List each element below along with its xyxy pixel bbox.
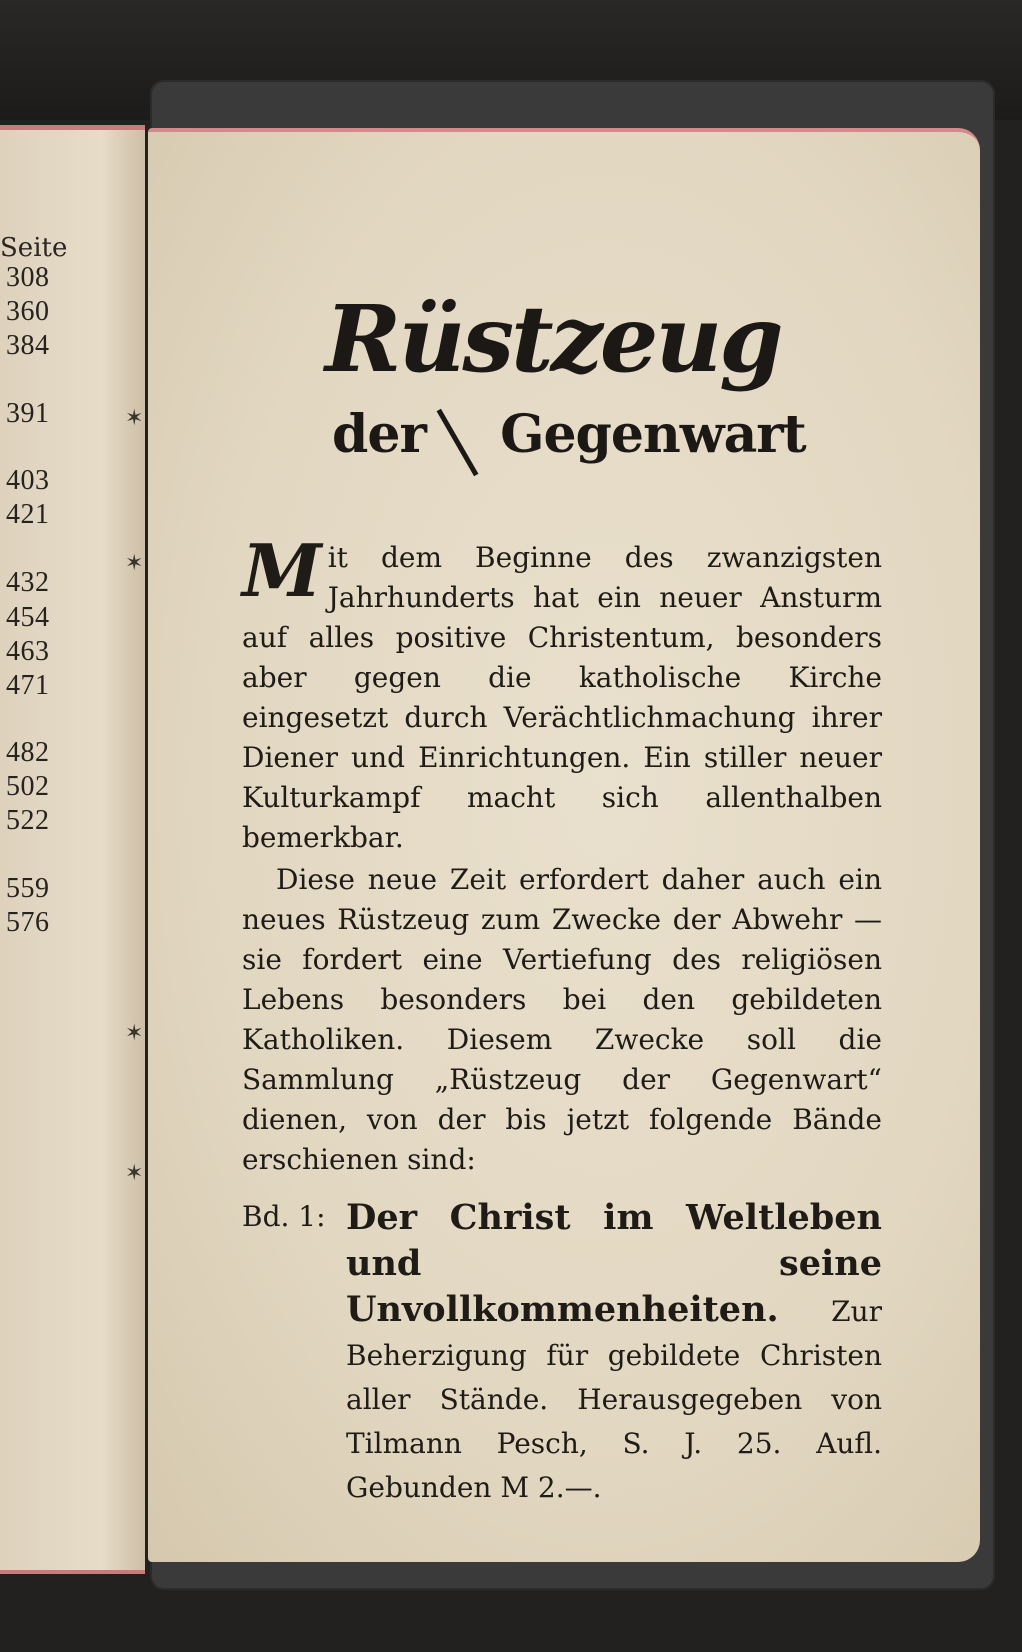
page-number: 384 bbox=[6, 330, 50, 361]
page-number: 432 bbox=[6, 567, 50, 598]
page-number: 471 bbox=[6, 670, 50, 701]
page-number: 522 bbox=[6, 805, 50, 836]
page-number: 502 bbox=[6, 771, 50, 802]
left-page bbox=[0, 125, 145, 1574]
series-logo-title: Rüstzeug bbox=[325, 285, 781, 393]
paragraph-1 bbox=[242, 528, 882, 858]
logo-subtitle-right: Gegenwart bbox=[500, 404, 806, 465]
page-number: 403 bbox=[6, 465, 50, 496]
binding-stitch: ✶ bbox=[125, 551, 144, 576]
paragraph-1-text: it dem Beginne des zwanzigsten Jahrhunderts hat ein neuer Ansturm auf alles positive Christentum, besonders aber gegen die katholische Kirche eingesetzt durch Verächtlichmachung ihrer Diener und Einrichtungen. Ein stiller neuer Kulturkampf macht sich allenthalben bemerkbar. bbox=[242, 541, 882, 854]
logo-subtitle-left: der bbox=[332, 404, 426, 465]
page-number: 421 bbox=[6, 499, 50, 530]
paragraph-2: Diese neue Zeit erfordert daher auch ein neues Rüstzeug zum Zwecke der Abwehr — sie fordert eine Vertiefung des religiösen Lebens besonders bei den gebildeten Katholiken. Diesem Zwecke soll die Sammlung „Rüstzeug der Gegenwart“ dienen, von der bis jetzt folgende Bände erschienen sind: bbox=[242, 863, 882, 1176]
page-number: 482 bbox=[6, 737, 50, 768]
page-number: 391 bbox=[6, 398, 50, 429]
page-number: 360 bbox=[6, 296, 50, 327]
page-column-header: Seite bbox=[0, 233, 68, 263]
drop-cap: M bbox=[242, 528, 322, 613]
binding-stitch: ✶ bbox=[125, 1161, 144, 1186]
page-number: 463 bbox=[6, 636, 50, 667]
page-number: 559 bbox=[6, 873, 50, 904]
volume-description: Zur Beherzigung für gebildete Christen aller Stände. Herausgegeben von Tilmann Pesch, S. J. 25. Aufl. Gebunden M 2.—. bbox=[346, 1295, 882, 1504]
page-number: 454 bbox=[6, 602, 50, 633]
binding-stitch: ✶ bbox=[125, 406, 144, 431]
page-number: 576 bbox=[6, 907, 50, 938]
series-logo-subtitle bbox=[332, 404, 822, 465]
intro-text bbox=[242, 528, 882, 1180]
page-number: 308 bbox=[6, 262, 50, 293]
binding-stitch: ✶ bbox=[125, 1021, 144, 1046]
volume-body bbox=[346, 1196, 882, 1510]
volume-title: Der Christ im Weltleben und seine Unvollkommenheiten. bbox=[346, 1197, 882, 1330]
volume-label: Bd. 1: bbox=[242, 1200, 326, 1233]
